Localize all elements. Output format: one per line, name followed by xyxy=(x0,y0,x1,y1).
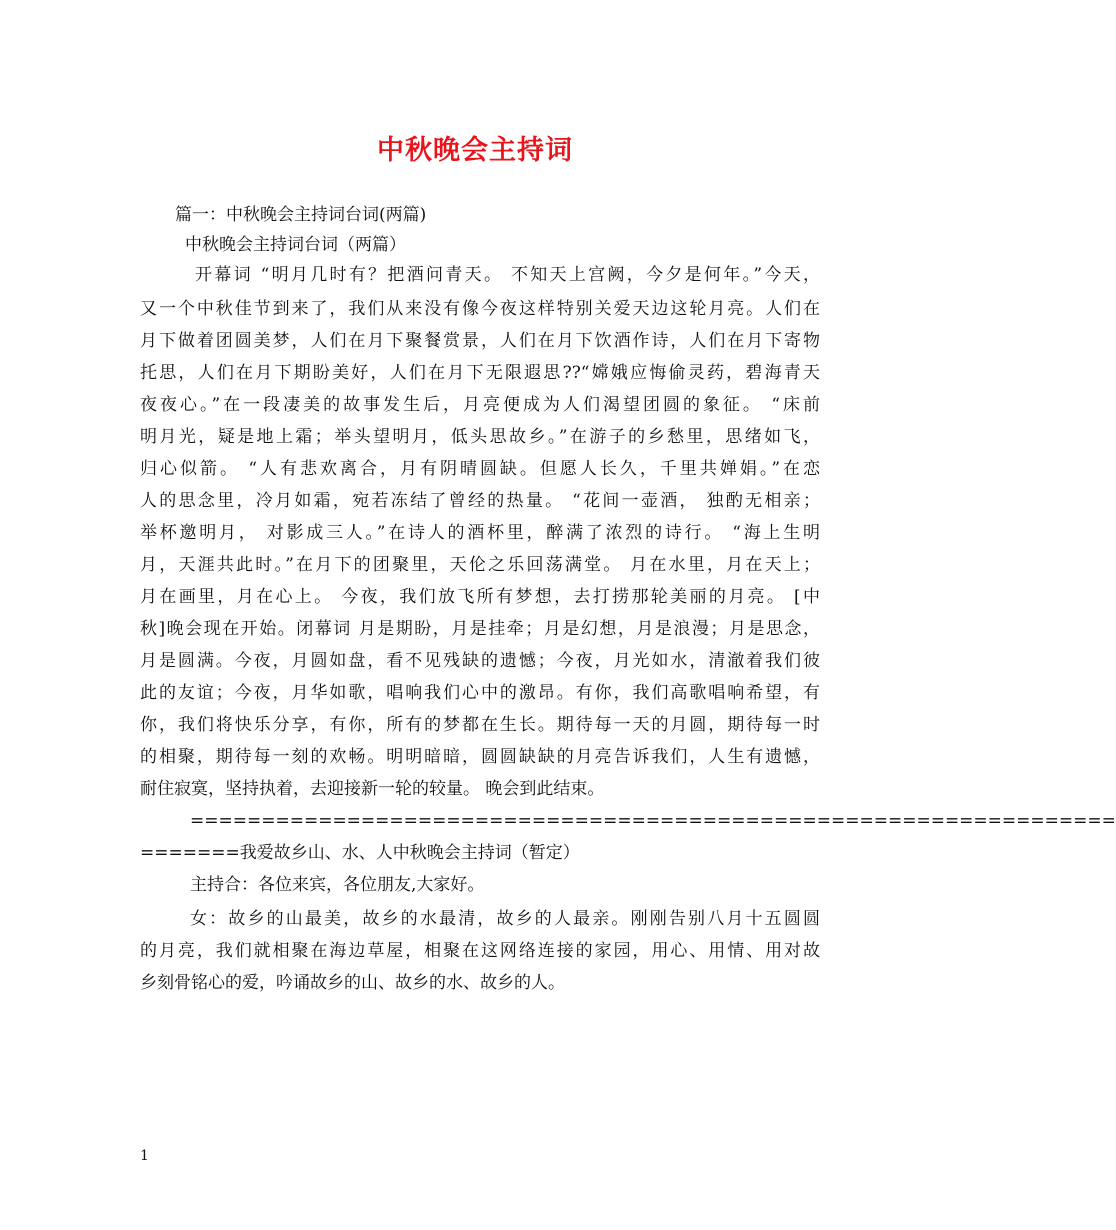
text-line: 开幕词 “明月几时有？把酒问青天。 不知天上宫阙，今夕是何年。”今天， xyxy=(195,265,820,285)
document-title: 中秋晚会主持词 xyxy=(377,135,573,166)
text-line: 你，我们将快乐分享，有你，所有的梦都在生长。期待每一天的月圆，期待每一时 xyxy=(140,715,820,735)
text-line: 的月亮，我们就相聚在海边草屋，相聚在这网络连接的家园，用心、用情、用对故 xyxy=(140,941,820,961)
section-heading: =======我爱故乡山、水、人中秋晚会主持词（暂定） xyxy=(140,843,580,863)
text-line: 月是圆满。今夜，月圆如盘，看不见残缺的遗憾；今夜，月光如水，清澈着我们彼 xyxy=(140,651,820,671)
separator-line: ================================================================= xyxy=(190,811,1116,831)
page-number: 1 xyxy=(140,1148,149,1164)
text-line: 篇一：中秋晚会主持词台词(两篇) xyxy=(175,205,427,225)
text-line: 秋]晚会现在开始。闭幕词 月是期盼，月是挂牵；月是幻想，月是浪漫；月是思念， xyxy=(140,619,820,639)
text-line: 乡刻骨铭心的爱，吟诵故乡的山、故乡的水、故乡的人。 xyxy=(140,973,565,993)
text-line: 举杯邀明月， 对影成三人。”在诗人的酒杯里，醉满了浓烈的诗行。 “海上生明 xyxy=(140,523,820,543)
text-line: 主持合：各位来宾，各位朋友,大家好。 xyxy=(190,875,485,895)
text-line: 月在画里，月在心上。 今夜，我们放飞所有梦想，去打捞那轮美丽的月亮。 [中 xyxy=(140,587,820,607)
text-line: 明月光，疑是地上霜；举头望明月，低头思故乡。”在游子的乡愁里，思绪如飞， xyxy=(140,427,820,447)
text-line: 夜夜心。”在一段凄美的故事发生后，月亮便成为人们渴望团圆的象征。 “床前 xyxy=(140,395,820,415)
text-line: 的相聚，期待每一刻的欢畅。明明暗暗，圆圆缺缺的月亮告诉我们，人生有遗憾， xyxy=(140,747,820,767)
text-line: 月，天涯共此时。”在月下的团聚里，天伦之乐回荡满堂。 月在水里，月在天上； xyxy=(140,555,820,575)
text-line: 女：故乡的山最美，故乡的水最清，故乡的人最亲。刚刚告别八月十五圆圆 xyxy=(190,909,820,929)
text-line: 月下做着团圆美梦，人们在月下聚餐赏景，人们在月下饮酒作诗，人们在月下寄物 xyxy=(140,331,820,351)
text-line: 人的思念里，冷月如霜，宛若冻结了曾经的热量。 “花间一壶酒， 独酌无相亲； xyxy=(140,491,820,511)
text-line: 耐住寂寞，坚持执着，去迎接新一轮的较量。 晚会到此结束。 xyxy=(140,779,605,799)
text-line: 中秋晚会主持词台词（两篇） xyxy=(185,235,406,255)
text-line: 此的友谊；今夜，月华如歌，唱响我们心中的激昂。有你，我们高歌唱响希望，有 xyxy=(140,683,820,703)
text-line: 托思，人们在月下期盼美好，人们在月下无限遐思??“嫦娥应悔偷灵药，碧海青天 xyxy=(140,363,820,383)
text-line: 又一个中秋佳节到来了，我们从来没有像今夜这样特别关爱天边这轮月亮。人们在 xyxy=(140,299,820,319)
text-line: 归心似箭。 “人有悲欢离合，月有阴晴圆缺。但愿人长久，千里共婵娟。”在恋 xyxy=(140,459,820,479)
